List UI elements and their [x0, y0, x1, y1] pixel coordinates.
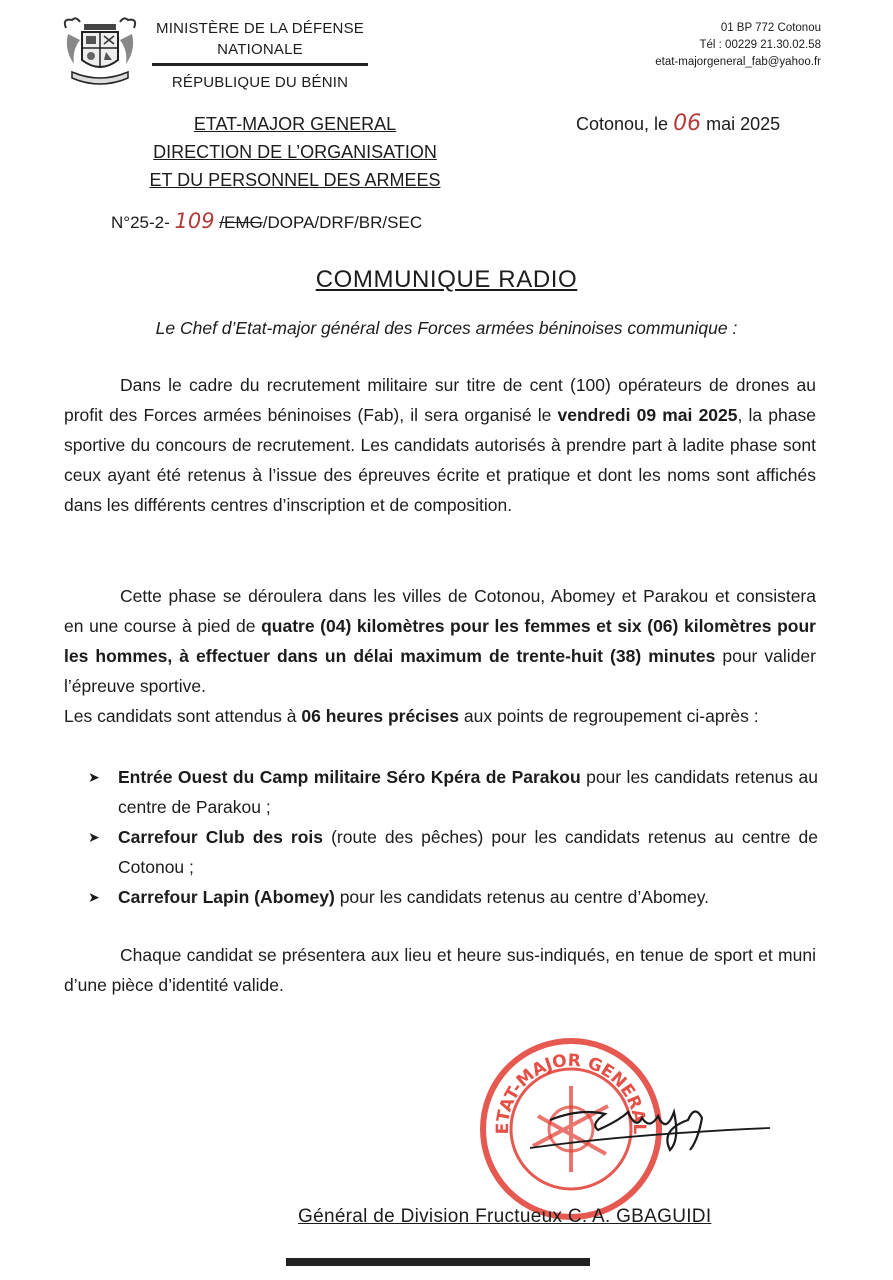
list-item-text: [118, 882, 818, 912]
contact-phone: Tél : 00229 21.30.02.58: [699, 39, 821, 51]
list-item: [88, 822, 818, 882]
arrow-bullet-icon: ➤: [88, 769, 100, 785]
stamp-text: ETAT-MAJOR GENERAL: [492, 1050, 650, 1135]
list-item-bold: Entrée Ouest du Camp militaire Séro Kpéra de Parakou: [118, 767, 581, 787]
reference-number: [111, 208, 422, 236]
list-item-bold: Carrefour Club des rois: [118, 827, 324, 847]
lead-sentence: Le Chef d’Etat-major général des Forces armées béninoises communique :: [155, 318, 738, 338]
paragraph-4: Chaque candidat se présentera aux lieu et heure sus-indiqués, en tenue de sport et muni d’une pièce d’identité valide.: [64, 945, 816, 995]
handwritten-signature: [510, 1090, 780, 1170]
issuer-block: [110, 110, 480, 194]
ministry-block: [140, 18, 380, 93]
document-date: [576, 112, 780, 136]
paragraph-1-text-c: , la phase sportive du concours de recrutement. Les candidats autorisés à prendre part à ladite phase sont ceux ayant été retenus à l’issue des épreuves écrite et pratique et dont les noms sont affichés dans les différents centres d’inscription et de composition.: [64, 405, 816, 515]
reference-prefix: N°25-2-: [111, 213, 170, 232]
list-item-rest: (route des pêches) pour les candidats retenus au centre de Cotonou ;: [118, 827, 818, 877]
list-item: [88, 882, 818, 912]
list-item-bold: Carrefour Lapin (Abomey): [118, 887, 335, 907]
paragraph-3-text-a: Les candidats sont attendus à: [64, 706, 302, 726]
paragraph-1: [64, 370, 816, 520]
arrow-bullet-icon: ➤: [88, 829, 100, 845]
paragraph-3: [64, 701, 816, 731]
list-item-text: [118, 762, 818, 822]
date-day-handwritten: 06: [673, 111, 702, 136]
list-item-text: [118, 822, 818, 882]
meeting-points-list: [88, 762, 818, 912]
ministry-line-1: MINISTÈRE DE LA DÉFENSE: [156, 20, 364, 37]
paragraph-2-text-a: Cette phase se déroulera dans les villes de Cotonou, Abomey et Parakou et consistera en une course à pied de: [64, 586, 816, 636]
date-prefix: Cotonou, le: [576, 114, 669, 134]
ministry-line-2: NATIONALE: [217, 41, 303, 58]
paragraph-2: [64, 581, 816, 701]
date-month-year: mai 2025: [706, 114, 781, 134]
arrow-bullet-icon: ➤: [88, 889, 100, 905]
reference-number-handwritten: 109: [174, 209, 215, 233]
list-item-rest: pour les candidats retenus au centre de Parakou ;: [118, 767, 818, 817]
contact-block: [655, 20, 821, 71]
coat-of-arms-emblem: [58, 14, 142, 90]
contact-address: 01 BP 772 Cotonou: [720, 22, 821, 34]
ministry-divider: [152, 63, 368, 66]
paragraph-3-bold: 06 heures précises: [301, 706, 459, 726]
list-item: [88, 762, 818, 822]
issuer-line-1: ETAT-MAJOR GENERAL: [193, 114, 397, 134]
paragraph-1-text-a: Dans le cadre du recrutement militaire sur titre de cent (100) opérateurs de drones au profit des Forces armées béninoises (Fab), il sera organisé le: [64, 375, 816, 425]
reference-suffix: /DOPA/DRF/BR/SEC: [262, 213, 423, 232]
paragraph-2-bold: quatre (04) kilomètres pour les femmes et six (06) kilomètres pour les hommes, à effectuer dans un délai maximum de trente-huit (38) minutes: [64, 616, 816, 666]
document-title: COMMUNIQUE RADIO: [315, 266, 578, 293]
list-item-rest: pour les candidats retenus au centre d’Abomey.: [334, 887, 710, 907]
reference-struck-segment: /EMG: [219, 213, 263, 232]
republic-name: RÉPUBLIQUE DU BÉNIN: [171, 74, 349, 91]
footer-bar: [286, 1258, 590, 1266]
paragraph-2-text-c: pour valider l’épreuve sportive.: [64, 646, 816, 696]
issuer-line-3: ET DU PERSONNEL DES ARMEES: [149, 170, 441, 190]
paragraph-1-bold: vendredi 09 mai 2025: [557, 405, 738, 425]
paragraph-3-text-c: aux points de regroupement ci-après :: [459, 706, 759, 726]
contact-email: etat-majorgeneral_fab@yahoo.fr: [655, 56, 821, 68]
issuer-line-2: DIRECTION DE L’ORGANISATION: [153, 142, 437, 162]
signatory-name: Général de Division Fructueux C. A. GBAGUIDI: [298, 1206, 712, 1227]
